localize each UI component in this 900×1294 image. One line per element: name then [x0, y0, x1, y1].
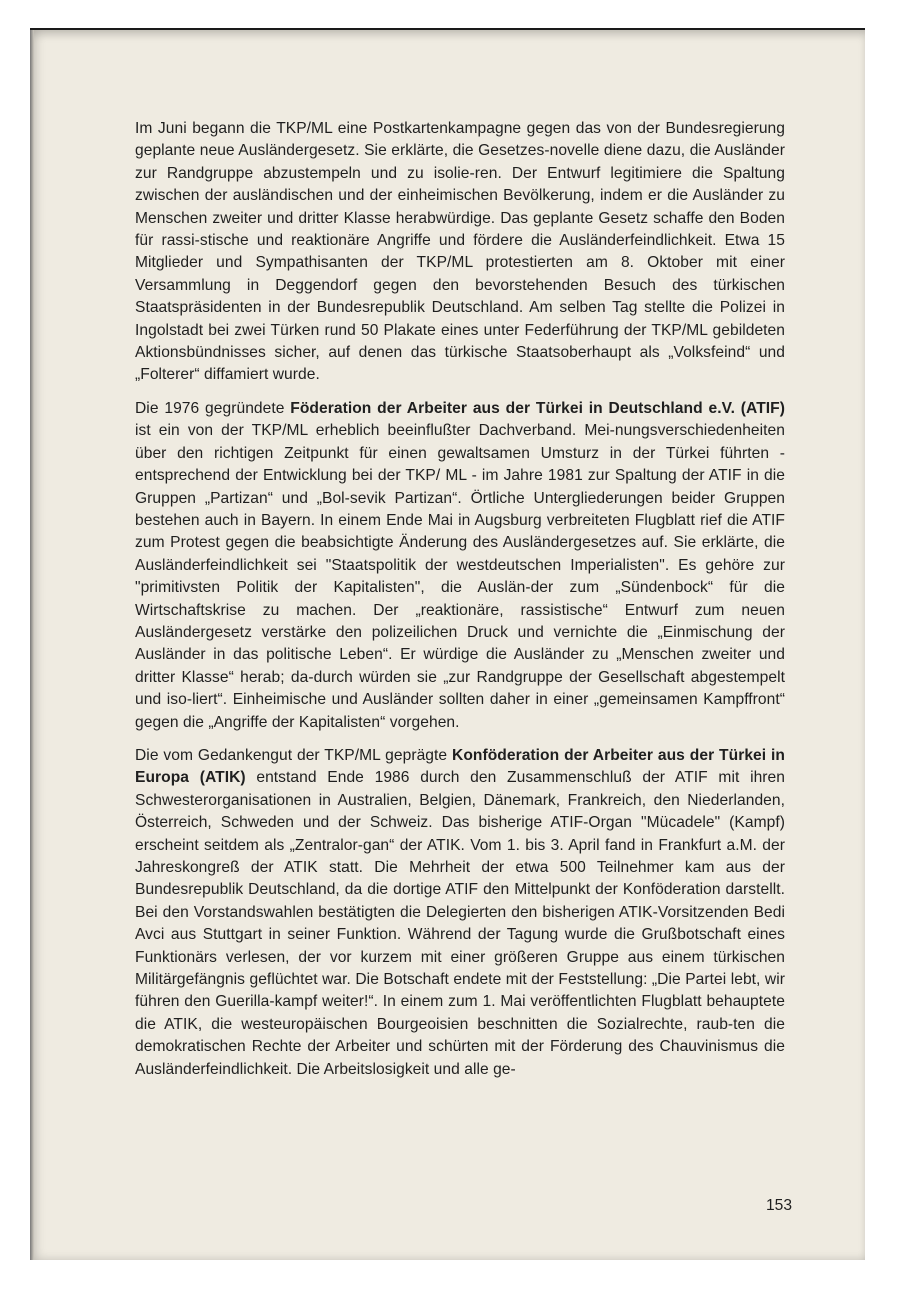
paragraph-text: Die 1976 gegründete	[135, 399, 291, 417]
page-number: 153	[765, 1197, 792, 1214]
paragraph-text: ist ein von der TKP/ML erheblich beeinflußter Dachverband. Mei-nungsverschiedenheiten über den richtigen Zeitpunkt für einen gewaltsamen Umsturz in der Türkei führten - entsprechend der Entwicklung bei der TKP/ ML - im Jahre 1981 zur Spaltung der ATIF in die Gruppen „Partizan“ und „Bol-sevik Partizan“. Örtliche Untergliederungen beider Gruppen bestehen auch in Bayern. In einem Ende Mai in Augsburg verbreiteten Flugblatt rief die ATIF zum Protest gegen die beabsichtigte Änderung des Ausländergesetzes auf. Sie erklärte, die Ausländerfeindlichkeit sei "Staatspolitik der westdeutschen Imperialisten". Es gehöre zur "primitivsten Politik der Kapitalisten", die Auslän-der zum „Sündenbock“ für die Wirtschaftskrise zu machen. Der „reaktionäre, rassistische“ Entwurf zum neuen Ausländergesetz verstärke den polizeilichen Druck und vernichte die „Einmischung der Ausländer in das politische Leben“. Er würdige die Ausländer zu „Menschen zweiter und dritter Klasse“ herab; da-durch würden sie „zur Randgruppe der Gesellschaft abgestempelt und iso-liert“. Einheimische und Ausländer sollten daher in einer „gemeinsamen Kampffront“ gegen die „Angriffe der Kapitalisten“ vorgehen.	[135, 422, 785, 731]
body-text	[135, 118, 785, 1092]
paragraph-text: entstand Ende 1986 durch den Zusammenschluß der ATIF mit ihren Schwesterorganisationen in Australien, Belgien, Dänemark, Frankreich, den Niederlanden, Österreich, Schweden und der Schweiz. Das bisherige ATIF-Organ "Mücadele" (Kampf) erscheint seitdem als „Zentralor-gan“ der ATIK. Vom 1. bis 3. April fand in Frankfurt a.M. der Jahreskongreß der ATIK statt. Die Mehrheit der etwa 500 Teilnehmer kam aus der Bundesrepublik Deutschland, da die dortige ATIF den Mittelpunkt der Konföderation darstellt. Bei den Vorstandswahlen bestätigten die Delegierten den bisherigen ATIK-Vorsitzenden Bedi Avci aus Stuttgart in seiner Funktion. Während der Tagung wurde die Grußbotschaft eines Funktionärs verlesen, der vor kurzem mit einer größeren Gruppe aus einem türkischen Militärgefängnis geflüchtet war. Die Botschaft endete mit der Feststellung: „Die Partei lebt, wir führen den Guerilla-kampf weiter!“. In einem zum 1. Mai veröffentlichten Flugblatt behauptete die ATIK, die westeuropäischen Bourgeoisien beschnitten die Sozialrechte, raub-ten die demokratischen Rechte der Arbeiter und schürten mit der Förderung des Chauvinismus die Ausländerfeindlichkeit. Die Arbeitslosigkeit und alle ge-	[135, 769, 785, 1078]
organization-name-atik: Konföderation der Arbeiter aus der Türkei in Europa (ATIK)	[135, 746, 785, 787]
paragraph-text: Die vom Gedankengut der TKP/ML geprägte	[135, 746, 453, 764]
paragraph-tkp-ml-campaign	[135, 118, 785, 387]
paragraph-atif	[135, 398, 785, 734]
page-left-edge	[30, 30, 34, 1260]
organization-name-atif: Föderation der Arbeiter aus der Türkei in Deutschland e.V. (ATIF)	[290, 399, 785, 417]
paragraph-text: Im Juni begann die TKP/ML eine Postkartenkampagne gegen das von der Bundesregierung geplante neue Ausländergesetz. Sie erklärte, die Gesetzes-novelle diene dazu, die Ausländer zur Randgruppe abzustempeln und zu isolie-ren. Der Entwurf legitimiere die Spaltung zwischen der ausländischen und der einheimischen Bevölkerung, indem er die Ausländer zu Menschen zweiter und dritter Klasse herabwürdige. Das geplante Gesetz schaffe den Boden für rassi-stische und reaktionäre Angriffe und fördere die Ausländerfeindlichkeit. Etwa 15 Mitglieder und Sympathisanten der TKP/ML protestierten am 8. Oktober mit einer Versammlung in Deggendorf gegen den bevorstehenden Besuch des türkischen Staatspräsidenten in der Bundesrepublik Deutschland. Am selben Tag stellte die Polizei in Ingolstadt bei zwei Türken rund 50 Plakate eines unter Federführung der TKP/ML gebildeten Aktionsbündnisses sicher, auf denen das türkische Staatsoberhaupt als „Volksfeind“ und „Folterer“ diffamiert wurde.	[135, 120, 785, 384]
paragraph-atik	[135, 745, 785, 1081]
